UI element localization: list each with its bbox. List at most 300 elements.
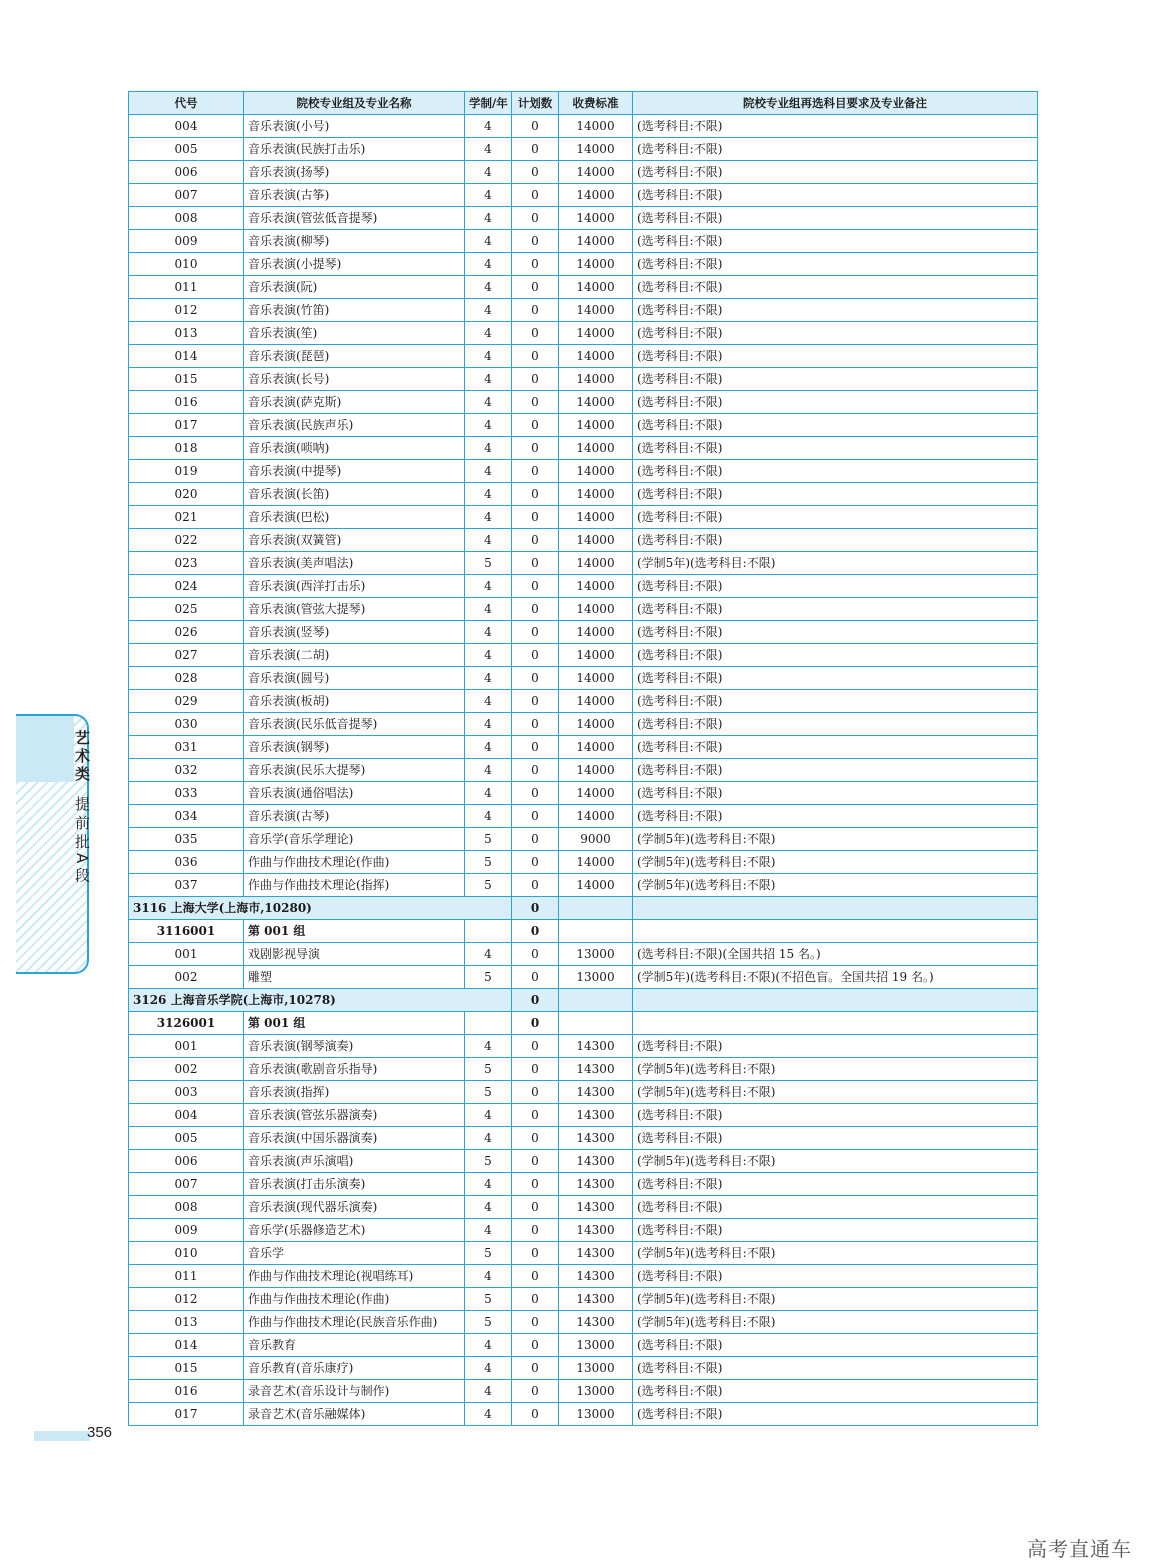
table-row — [129, 322, 1038, 345]
major-note: (选考科目:不限) — [633, 1035, 1038, 1058]
major-years: 4 — [465, 322, 512, 345]
major-name: 音乐表演(管弦大提琴) — [244, 598, 465, 621]
major-name: 音乐表演(小号) — [244, 115, 465, 138]
table-row — [129, 736, 1038, 759]
group-plan: 0 — [512, 920, 559, 943]
major-name: 作曲与作曲技术理论(指挥) — [244, 874, 465, 897]
major-plan: 0 — [512, 230, 559, 253]
major-years: 4 — [465, 437, 512, 460]
major-plan: 0 — [512, 161, 559, 184]
major-code: 013 — [129, 1311, 244, 1334]
major-name: 音乐表演(琵琶) — [244, 345, 465, 368]
major-years: 4 — [465, 368, 512, 391]
table-row — [129, 161, 1038, 184]
major-plan: 0 — [512, 667, 559, 690]
table-row — [129, 1403, 1038, 1426]
major-note: (学制5年)(选考科目:不限) — [633, 851, 1038, 874]
major-years: 4 — [465, 1035, 512, 1058]
major-plan: 0 — [512, 782, 559, 805]
major-name: 音乐表演(阮) — [244, 276, 465, 299]
table-row — [129, 1219, 1038, 1242]
table-row — [129, 575, 1038, 598]
major-code: 028 — [129, 667, 244, 690]
major-fee: 14000 — [559, 713, 633, 736]
major-plan: 0 — [512, 851, 559, 874]
major-years: 5 — [465, 1311, 512, 1334]
major-note: (选考科目:不限) — [633, 506, 1038, 529]
major-note: (选考科目:不限) — [633, 230, 1038, 253]
major-plan: 0 — [512, 437, 559, 460]
major-note: (选考科目:不限) — [633, 1173, 1038, 1196]
table-row — [129, 1288, 1038, 1311]
major-plan: 0 — [512, 1150, 559, 1173]
major-note: (选考科目:不限) — [633, 529, 1038, 552]
empty-cell — [633, 1012, 1038, 1035]
major-name: 音乐表演(声乐演唱) — [244, 1150, 465, 1173]
major-note: (选考科目:不限) — [633, 253, 1038, 276]
major-code: 004 — [129, 115, 244, 138]
table-row — [129, 460, 1038, 483]
major-name: 戏剧影视导演 — [244, 943, 465, 966]
major-fee: 14000 — [559, 667, 633, 690]
major-note: (选考科目:不限) — [633, 368, 1038, 391]
major-fee: 14000 — [559, 621, 633, 644]
major-fee: 13000 — [559, 1357, 633, 1380]
table-row — [129, 828, 1038, 851]
major-years: 4 — [465, 115, 512, 138]
major-plan: 0 — [512, 1035, 559, 1058]
major-note: (选考科目:不限) — [633, 690, 1038, 713]
major-note: (选考科目:不限) — [633, 1403, 1038, 1426]
major-fee: 14000 — [559, 161, 633, 184]
major-note: (选考科目:不限) — [633, 713, 1038, 736]
major-fee: 14300 — [559, 1265, 633, 1288]
major-plan: 0 — [512, 506, 559, 529]
major-code: 035 — [129, 828, 244, 851]
major-plan: 0 — [512, 1104, 559, 1127]
major-fee: 14300 — [559, 1035, 633, 1058]
major-name: 音乐表演(柳琴) — [244, 230, 465, 253]
major-fee: 14000 — [559, 644, 633, 667]
major-fee: 14000 — [559, 782, 633, 805]
major-code: 031 — [129, 736, 244, 759]
major-name: 音乐表演(萨克斯) — [244, 391, 465, 414]
major-code: 017 — [129, 1403, 244, 1426]
major-fee: 14000 — [559, 138, 633, 161]
major-name: 音乐表演(打击乐演奏) — [244, 1173, 465, 1196]
major-years: 4 — [465, 1403, 512, 1426]
major-note: (选考科目:不限) — [633, 1104, 1038, 1127]
empty-cell — [559, 1012, 633, 1035]
major-note: (选考科目:不限) — [633, 437, 1038, 460]
major-name: 作曲与作曲技术理论(作曲) — [244, 851, 465, 874]
major-years: 4 — [465, 276, 512, 299]
major-plan: 0 — [512, 575, 559, 598]
major-code: 032 — [129, 759, 244, 782]
major-name: 音乐教育(音乐康疗) — [244, 1357, 465, 1380]
major-fee: 14000 — [559, 115, 633, 138]
major-note: (选考科目:不限) — [633, 1357, 1038, 1380]
major-years: 4 — [465, 529, 512, 552]
major-note: (选考科目:不限) — [633, 1219, 1038, 1242]
major-code: 025 — [129, 598, 244, 621]
side-tab-category: 艺术类 — [73, 730, 91, 784]
major-note: (选考科目:不限) — [633, 667, 1038, 690]
major-years: 4 — [465, 391, 512, 414]
table-row — [129, 1081, 1038, 1104]
major-name: 音乐表演(管弦乐器演奏) — [244, 1104, 465, 1127]
table-row — [129, 230, 1038, 253]
watermark-text: 高考直通车 — [1027, 1537, 1132, 1561]
major-plan: 0 — [512, 391, 559, 414]
table-row — [129, 391, 1038, 414]
table-row — [129, 414, 1038, 437]
major-years: 4 — [465, 1380, 512, 1403]
major-plan: 0 — [512, 1380, 559, 1403]
major-fee: 14300 — [559, 1196, 633, 1219]
major-years: 5 — [465, 1150, 512, 1173]
major-code: 010 — [129, 1242, 244, 1265]
major-note: (学制5年)(选考科目:不限) — [633, 1242, 1038, 1265]
table-row — [129, 437, 1038, 460]
table-row — [129, 299, 1038, 322]
major-years: 4 — [465, 253, 512, 276]
major-years: 4 — [465, 667, 512, 690]
school-plan: 0 — [512, 897, 559, 920]
table-row — [129, 966, 1038, 989]
major-note: (选考科目:不限) — [633, 138, 1038, 161]
major-name: 音乐表演(板胡) — [244, 690, 465, 713]
header-fee: 收费标准 — [559, 92, 633, 115]
major-years: 4 — [465, 759, 512, 782]
major-code: 002 — [129, 1058, 244, 1081]
major-name: 音乐表演(美声唱法) — [244, 552, 465, 575]
major-note: (学制5年)(选考科目:不限) — [633, 552, 1038, 575]
major-plan: 0 — [512, 1242, 559, 1265]
table-row — [129, 1173, 1038, 1196]
major-plan: 0 — [512, 207, 559, 230]
major-plan: 0 — [512, 299, 559, 322]
major-years: 5 — [465, 1288, 512, 1311]
major-fee: 14000 — [559, 759, 633, 782]
major-code: 002 — [129, 966, 244, 989]
major-code: 037 — [129, 874, 244, 897]
major-fee: 13000 — [559, 943, 633, 966]
table-body — [129, 115, 1038, 1426]
major-years: 4 — [465, 161, 512, 184]
header-major-name: 院校专业组及专业名称 — [244, 92, 465, 115]
table-row — [129, 1334, 1038, 1357]
side-tab-batch: 提前批A段 — [73, 796, 91, 887]
major-name: 音乐学 — [244, 1242, 465, 1265]
major-plan: 0 — [512, 276, 559, 299]
table-row — [129, 1380, 1038, 1403]
table-row — [129, 1104, 1038, 1127]
major-years: 4 — [465, 506, 512, 529]
table-row — [129, 1357, 1038, 1380]
major-years: 4 — [465, 207, 512, 230]
major-fee: 14000 — [559, 368, 633, 391]
major-code: 019 — [129, 460, 244, 483]
school-row — [129, 897, 1038, 920]
major-plan: 0 — [512, 1288, 559, 1311]
major-code: 012 — [129, 1288, 244, 1311]
major-years: 4 — [465, 1265, 512, 1288]
major-note: (选考科目:不限) — [633, 184, 1038, 207]
major-plan: 0 — [512, 828, 559, 851]
major-note: (选考科目:不限) — [633, 644, 1038, 667]
table-row — [129, 138, 1038, 161]
table-row — [129, 483, 1038, 506]
major-note: (学制5年)(选考科目:不限) — [633, 1081, 1038, 1104]
school-title: 3116 上海大学(上海市,10280) — [129, 897, 512, 920]
school-plan: 0 — [512, 989, 559, 1012]
major-plan: 0 — [512, 529, 559, 552]
major-plan: 0 — [512, 1173, 559, 1196]
major-code: 006 — [129, 1150, 244, 1173]
empty-cell — [559, 989, 633, 1012]
table-row — [129, 207, 1038, 230]
major-fee: 14000 — [559, 552, 633, 575]
table-row — [129, 943, 1038, 966]
major-plan: 0 — [512, 690, 559, 713]
major-years: 4 — [465, 299, 512, 322]
major-plan: 0 — [512, 115, 559, 138]
header-notes: 院校专业组再选科目要求及专业备注 — [633, 92, 1038, 115]
major-code: 011 — [129, 1265, 244, 1288]
major-fee: 9000 — [559, 828, 633, 851]
major-name: 音乐表演(通俗唱法) — [244, 782, 465, 805]
empty-cell — [633, 897, 1038, 920]
major-name: 音乐表演(竖琴) — [244, 621, 465, 644]
table-row — [129, 1311, 1038, 1334]
major-code: 020 — [129, 483, 244, 506]
major-code: 012 — [129, 299, 244, 322]
major-name: 音乐表演(西洋打击乐) — [244, 575, 465, 598]
table-row — [129, 851, 1038, 874]
major-note: (选考科目:不限) — [633, 483, 1038, 506]
major-note: (选考科目:不限) — [633, 1265, 1038, 1288]
major-code: 030 — [129, 713, 244, 736]
major-plan: 0 — [512, 805, 559, 828]
major-note: (选考科目:不限) — [633, 299, 1038, 322]
major-fee: 14000 — [559, 598, 633, 621]
empty-cell — [465, 920, 512, 943]
major-code: 034 — [129, 805, 244, 828]
major-name: 音乐表演(巴松) — [244, 506, 465, 529]
table-row — [129, 782, 1038, 805]
major-plan: 0 — [512, 1219, 559, 1242]
major-plan: 0 — [512, 253, 559, 276]
table-row — [129, 1058, 1038, 1081]
major-years: 5 — [465, 1081, 512, 1104]
major-fee: 14000 — [559, 529, 633, 552]
major-code: 024 — [129, 575, 244, 598]
table-row — [129, 115, 1038, 138]
empty-cell — [633, 989, 1038, 1012]
major-code: 013 — [129, 322, 244, 345]
major-code: 033 — [129, 782, 244, 805]
major-years: 4 — [465, 138, 512, 161]
major-code: 014 — [129, 1334, 244, 1357]
table-row — [129, 1196, 1038, 1219]
major-note: (选考科目:不限) — [633, 621, 1038, 644]
table-row — [129, 506, 1038, 529]
major-note: (选考科目:不限) — [633, 115, 1038, 138]
major-code: 026 — [129, 621, 244, 644]
major-name: 音乐表演(扬琴) — [244, 161, 465, 184]
major-note: (选考科目:不限) — [633, 391, 1038, 414]
admission-table — [128, 91, 1038, 1426]
major-fee: 14300 — [559, 1058, 633, 1081]
header-years: 学制/年 — [465, 92, 512, 115]
major-years: 4 — [465, 943, 512, 966]
major-note: (选考科目:不限) — [633, 414, 1038, 437]
major-code: 007 — [129, 1173, 244, 1196]
major-fee: 14000 — [559, 276, 633, 299]
major-plan: 0 — [512, 644, 559, 667]
major-code: 005 — [129, 138, 244, 161]
major-code: 016 — [129, 391, 244, 414]
major-plan: 0 — [512, 759, 559, 782]
table-row — [129, 552, 1038, 575]
major-plan: 0 — [512, 1196, 559, 1219]
group-name: 第 001 组 — [244, 1012, 465, 1035]
table-row — [129, 184, 1038, 207]
major-fee: 14300 — [559, 1081, 633, 1104]
major-plan: 0 — [512, 1127, 559, 1150]
major-name: 音乐教育 — [244, 1334, 465, 1357]
table-row — [129, 621, 1038, 644]
major-note: (学制5年)(选考科目:不限) — [633, 1288, 1038, 1311]
major-years: 4 — [465, 414, 512, 437]
empty-cell — [465, 1012, 512, 1035]
major-plan: 0 — [512, 414, 559, 437]
table-row — [129, 1035, 1038, 1058]
major-name: 音乐表演(民乐大提琴) — [244, 759, 465, 782]
major-fee: 14000 — [559, 805, 633, 828]
major-years: 5 — [465, 1242, 512, 1265]
major-fee: 14300 — [559, 1104, 633, 1127]
major-name: 音乐表演(笙) — [244, 322, 465, 345]
major-code: 015 — [129, 1357, 244, 1380]
school-row — [129, 989, 1038, 1012]
table-row — [129, 713, 1038, 736]
major-fee: 14000 — [559, 184, 633, 207]
major-years: 4 — [465, 782, 512, 805]
major-years: 4 — [465, 230, 512, 253]
major-name: 音乐表演(歌剧音乐指导) — [244, 1058, 465, 1081]
major-years: 4 — [465, 1334, 512, 1357]
major-plan: 0 — [512, 138, 559, 161]
major-name: 音乐表演(长笛) — [244, 483, 465, 506]
major-years: 5 — [465, 851, 512, 874]
section-side-tab — [16, 714, 89, 974]
group-row — [129, 920, 1038, 943]
major-years: 5 — [465, 874, 512, 897]
table-row — [129, 598, 1038, 621]
major-code: 018 — [129, 437, 244, 460]
major-code: 008 — [129, 207, 244, 230]
major-code: 008 — [129, 1196, 244, 1219]
major-years: 4 — [465, 1173, 512, 1196]
major-years: 4 — [465, 621, 512, 644]
major-code: 027 — [129, 644, 244, 667]
table-row — [129, 529, 1038, 552]
group-name: 第 001 组 — [244, 920, 465, 943]
major-plan: 0 — [512, 368, 559, 391]
major-code: 017 — [129, 414, 244, 437]
major-note: (选考科目:不限) — [633, 161, 1038, 184]
table-header-row — [129, 92, 1038, 115]
major-fee: 14300 — [559, 1242, 633, 1265]
major-fee: 14000 — [559, 690, 633, 713]
major-name: 录音艺术(音乐设计与制作) — [244, 1380, 465, 1403]
major-fee: 14000 — [559, 851, 633, 874]
table-row — [129, 276, 1038, 299]
major-note: (学制5年)(选考科目:不限) — [633, 1150, 1038, 1173]
major-fee: 14000 — [559, 230, 633, 253]
major-name: 音乐表演(管弦低音提琴) — [244, 207, 465, 230]
table-row — [129, 1265, 1038, 1288]
major-years: 4 — [465, 575, 512, 598]
major-plan: 0 — [512, 184, 559, 207]
major-code: 011 — [129, 276, 244, 299]
table-row — [129, 644, 1038, 667]
major-note: (学制5年)(选考科目:不限) — [633, 828, 1038, 851]
major-fee: 14000 — [559, 207, 633, 230]
major-fee: 14300 — [559, 1311, 633, 1334]
major-name: 音乐表演(民乐低音提琴) — [244, 713, 465, 736]
header-code: 代号 — [129, 92, 244, 115]
group-code: 3116001 — [129, 920, 244, 943]
major-name: 音乐表演(长号) — [244, 368, 465, 391]
major-plan: 0 — [512, 966, 559, 989]
major-fee: 13000 — [559, 1334, 633, 1357]
major-code: 029 — [129, 690, 244, 713]
major-name: 音乐表演(民族声乐) — [244, 414, 465, 437]
major-name: 音乐表演(民族打击乐) — [244, 138, 465, 161]
side-tab-head — [16, 716, 74, 782]
major-plan: 0 — [512, 1081, 559, 1104]
major-fee: 14300 — [559, 1288, 633, 1311]
major-fee: 14300 — [559, 1219, 633, 1242]
major-years: 4 — [465, 460, 512, 483]
major-name: 音乐表演(指挥) — [244, 1081, 465, 1104]
table-row — [129, 667, 1038, 690]
major-note: (学制5年)(选考科目:不限) — [633, 874, 1038, 897]
major-years: 4 — [465, 644, 512, 667]
major-fee: 14000 — [559, 299, 633, 322]
major-name: 音乐学(音乐学理论) — [244, 828, 465, 851]
major-name: 录音艺术(音乐融媒体) — [244, 1403, 465, 1426]
empty-cell — [559, 920, 633, 943]
major-years: 4 — [465, 1127, 512, 1150]
major-plan: 0 — [512, 1357, 559, 1380]
table-row — [129, 874, 1038, 897]
table-row — [129, 1242, 1038, 1265]
major-code: 005 — [129, 1127, 244, 1150]
major-years: 4 — [465, 805, 512, 828]
major-plan: 0 — [512, 1311, 559, 1334]
major-fee: 14000 — [559, 506, 633, 529]
major-years: 4 — [465, 598, 512, 621]
major-years: 4 — [465, 483, 512, 506]
major-fee: 14000 — [559, 414, 633, 437]
major-years: 5 — [465, 552, 512, 575]
group-code: 3126001 — [129, 1012, 244, 1035]
major-fee: 14000 — [559, 575, 633, 598]
